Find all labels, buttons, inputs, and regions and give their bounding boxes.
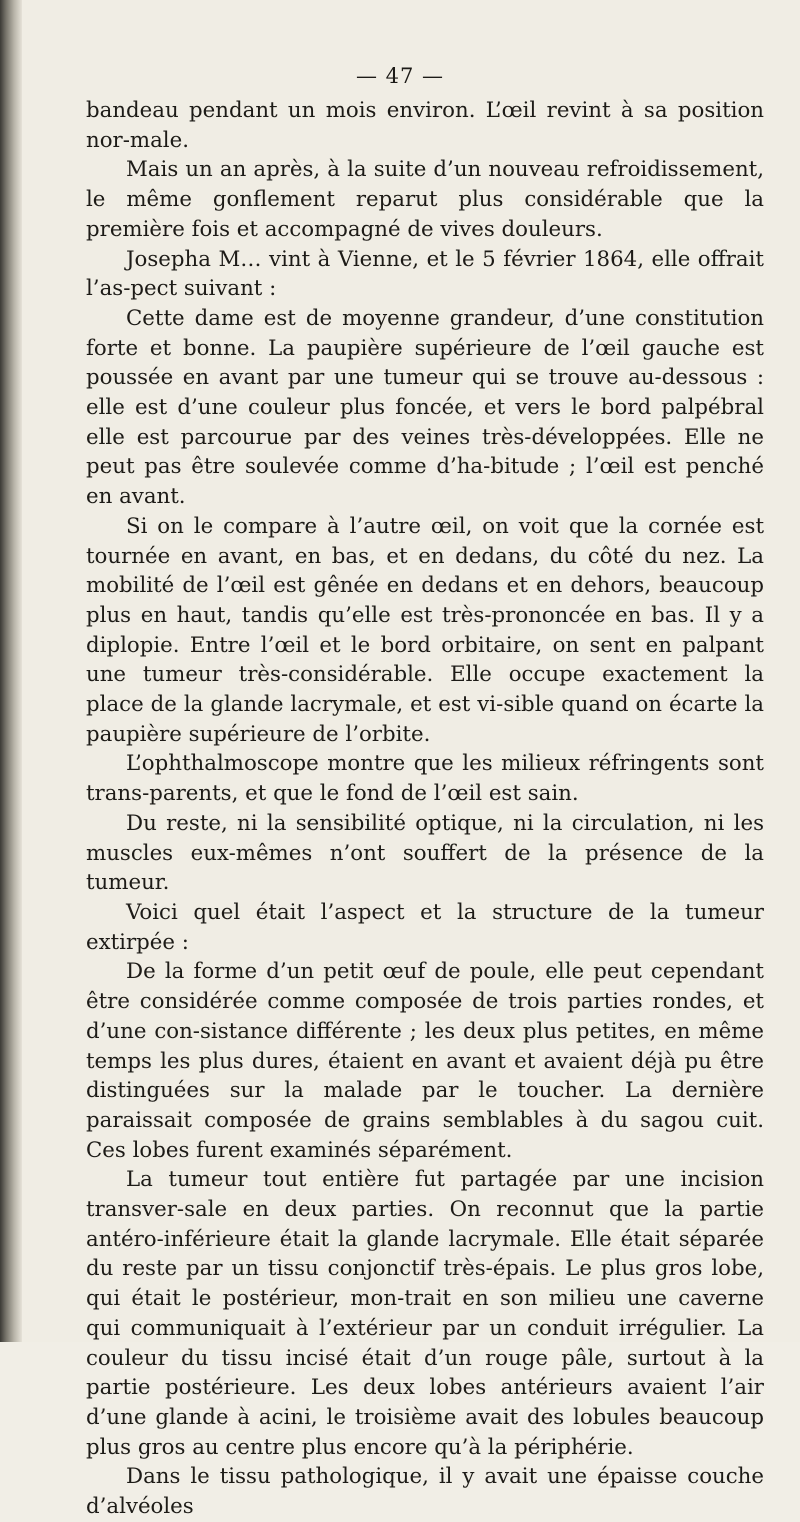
paragraph: Si on le compare à l’autre œil, on voit que la cornée est tournée en avant, en bas, et en dedans, du côté du nez. La mobilité de l’œil est gênée en dedans et en dehors, beaucoup plus en haut, tandis qu’elle est très-prononcée en bas. Il y a diplopie. Entre l’œil et le bord orbitaire, on sent en palpant une tumeur très-considérable. Elle occupe exactement la place de la glande lacrymale, et est vi-sible quand on écarte la paupière supérieure de l’orbite. — [86, 513, 764, 747]
paragraph: Mais un an après, à la suite d’un nouveau refroidissement, le même gonflement reparut plus considérable que la première fois et accompagné de vives douleurs. — [86, 157, 764, 242]
paragraph: Cette dame est de moyenne grandeur, d’une constitution forte et bonne. La paupière supérieure de l’œil gauche est poussée en avant par une tumeur qui se trouve au-dessous : elle est d’une couleur plus foncée, et vers le bord palpébral elle est parcourue par des veines très-développées. Elle ne peut pas être soulevée comme d’ha-bitude ; l’œil est penché en avant. — [86, 305, 764, 510]
paragraph: Du reste, ni la sensibilité optique, ni la circulation, ni les muscles eux-mêmes n’ont souffert de la présence de la tumeur. — [86, 810, 764, 896]
page-number: — 47 — — [355, 64, 445, 88]
binding-edge — [0, 0, 22, 1342]
paragraph: Voici quel était l’aspect et la structure de la tumeur extirpée : — [86, 899, 764, 955]
paragraph: La tumeur tout entière fut partagée par une incision transver-sale en deux parties. On reconnut que la partie antéro-inférieure était la glande lacrymale. Elle était séparée du reste par un tissu conjonctif très-épais. Le plus gros lobe, qui était le postérieur, mon-trait en son milieu une caverne qui communiquait à l’extérieur par un conduit irrégulier. La couleur du tissu incisé était d’un rouge pâle, surtout à la partie postérieure. Les deux lobes antérieurs avaient l’air d’une glande à acini, le troisième avait des lobules beaucoup plus gros au centre plus encore qu’à la périphérie. — [86, 1167, 764, 1460]
body-text — [86, 96, 764, 1522]
paragraph: Dans le tissu pathologique, il y avait une épaisse couche d’alvéoles — [86, 1464, 764, 1520]
paragraph: Josepha M… vint à Vienne, et le 5 février 1864, elle offrait l’as-pect suivant : — [86, 246, 764, 302]
paragraph: L’ophthalmoscope montre que les milieux réfringents sont trans-parents, et que le fond de l’œil est sain. — [86, 751, 764, 807]
paragraph: De la forme d’un petit œuf de poule, elle peut cependant être considérée comme composée de trois parties rondes, et d’une con-sistance différente ; les deux plus petites, en même temps les plus dures, étaient en avant et avaient déjà pu être distinguées sur la malade par le toucher. La dernière paraissait composée de grains semblables à du sagou cuit. Ces lobes furent examinés séparément. — [86, 959, 764, 1163]
paragraph: bandeau pendant un mois environ. L’œil revint à sa position nor-male. — [86, 98, 764, 153]
